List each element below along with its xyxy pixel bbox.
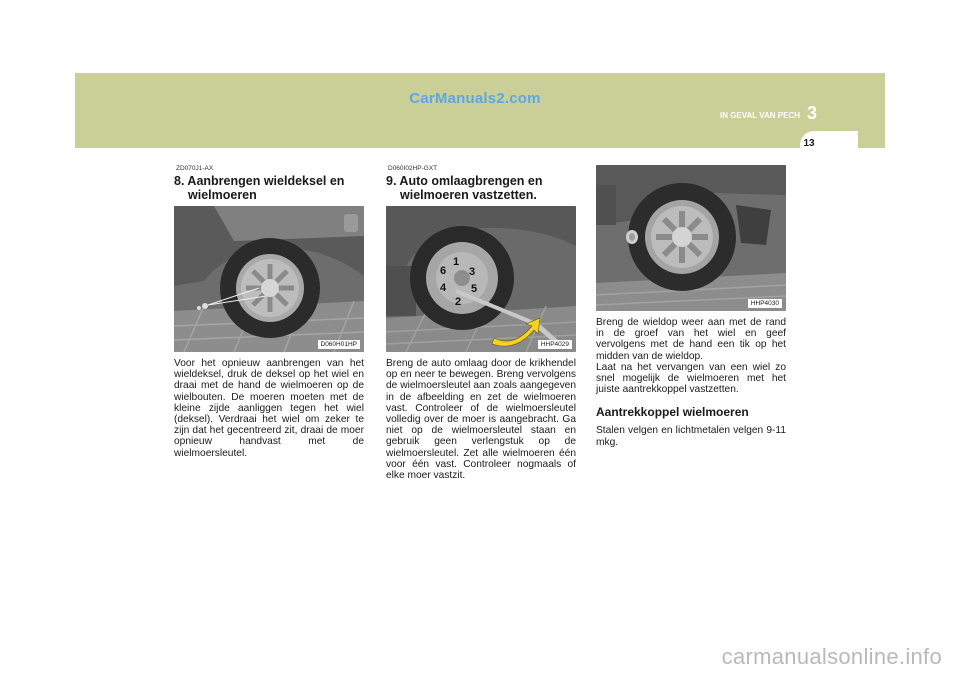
lug-nut-order-illustration [386,206,576,352]
chapter-title: IN GEVAL VAN PECH [719,111,800,120]
figure-id: HHP4029 [538,340,572,349]
section-heading: 8. Aanbrengen wieldeksel en wielmoeren [174,174,345,202]
figure-lug-nut-order [386,206,576,352]
torque-text: Stalen velgen en lichtmetalen velgen 9-11 mkg. [596,425,786,448]
section-body: Laat na het vervangen van een wiel zo snel mogelijk de wielmoeren met het juiste aantrekkoppel vastzetten. [596,361,786,396]
chapter-number: 3 [806,103,817,123]
figure-id: D060H01HP [318,340,361,349]
watermark-link[interactable]: CarManuals2.com [409,90,541,107]
bolt-label-2: 2 [454,296,462,308]
torque-subheading: Aantrekkoppel wielmoeren [596,405,749,420]
bolt-label-4: 4 [439,282,447,294]
bolt-label-5: 5 [470,283,478,295]
hubcap-illustration [596,165,786,311]
figure-wheel-cover [174,206,364,352]
section-body: Breng de wieldop weer aan met de rand in de groef van het wiel en geef vervolgens met de hand een tik op het midden van de wieldop. [596,317,786,362]
section-code: ZD070J1-AX [176,165,214,172]
figure-id: HHP4030 [748,299,782,308]
bolt-label-3: 3 [468,266,476,278]
bolt-label-6: 6 [439,265,447,277]
wheel-cover-illustration [174,206,364,352]
section-body: Voor het opnieuw aanbrengen van het wieldeksel, druk de deksel op het wiel en draai met de hand de wielmoeren op de wielbouten. De moeren moeten met de kleine zijde aanliggen tegen het wiel (deksel). Verdraai het wiel om zeker te zijn dat het gecentreerd zit, draai de moer opnieuw handvast met de wielmoersleutel. [174,358,364,459]
bolt-label-1: 1 [452,256,460,268]
page-number: 13 [803,138,815,149]
footer-watermark-link[interactable]: carmanualsonline.info [721,644,942,669]
section-10-column [596,165,786,448]
section-9-column [386,165,576,481]
section-body: Breng de auto omlaag door de krikhendel op en neer te bewegen. Breng vervolgens de wielmoersleutel aan zoals aangegeven in de afbeelding en zet de wielmoeren vast. Controleer of de wielmoersleutel volledig over de moer is aangebracht. Ga niet op de wielmoersleutel staan en gebruik geen verlengstuk op de wielmoersleutel. Zet alle wielmoeren één voor één vast. Controleer nogmaals of elke moer vastzit. [386,358,576,482]
section-8-column [174,165,364,459]
section-heading: 9. Auto omlaagbrengen en wielmoeren vastzetten. [386,174,543,202]
section-code: D060I02HP-GXT [388,165,438,172]
figure-hubcap [596,165,786,311]
